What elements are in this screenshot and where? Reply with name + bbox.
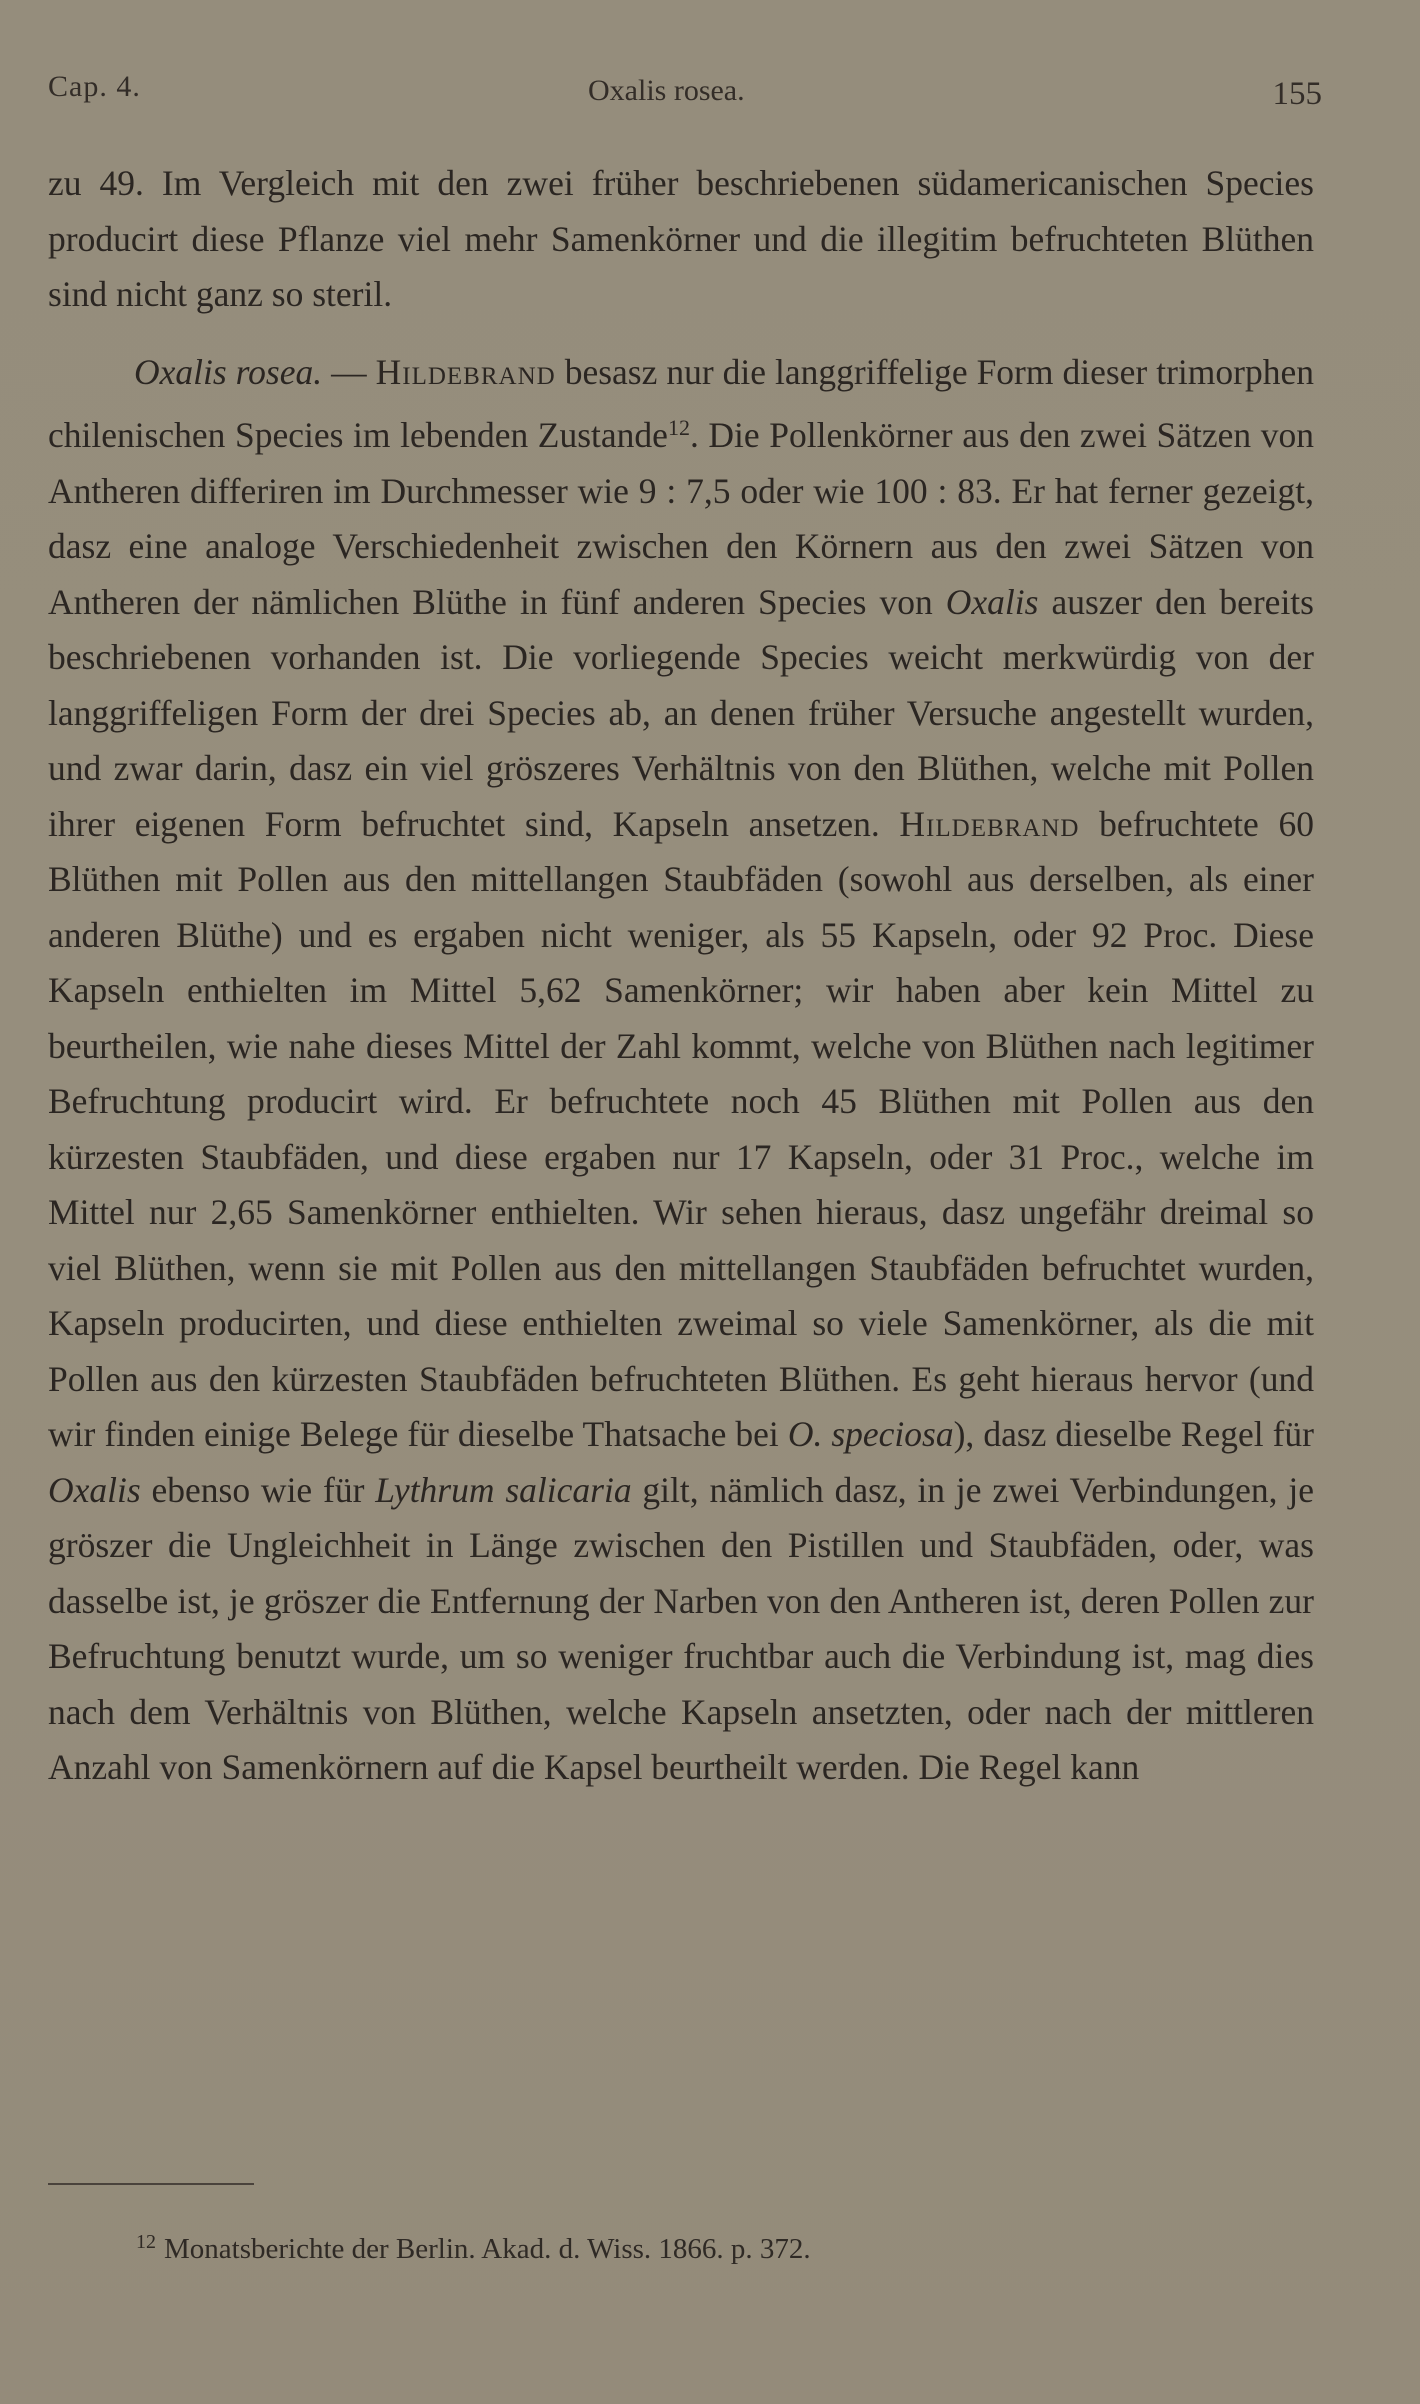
footnote-number: 12	[136, 2231, 156, 2253]
species-name: Lythrum salicaria	[375, 1469, 632, 1510]
text-run: ebenso wie für	[140, 1469, 376, 1510]
text-run: auszer den bereits beschriebenen vorhanden ist. Die vorliegende Species weicht merkwürdig von der langgriffeligen Form der drei Species ab, an denen früher Versuche angestellt wurden, und zwar darin, dasz ein viel gröszeres Verhältnis von den Blüthen, welche mit Pollen ihrer eigenen Form befruchtet sind, Kapseln ansetzen.	[48, 581, 1314, 844]
chapter-label: Cap. 4.	[48, 70, 141, 103]
text-run: gilt, nämlich dasz, in je zwei Verbindungen, je gröszer die Ungleichheit in Länge zwischen den Pistillen und Staubfäden, oder, was dasselbe ist, je gröszer die Entfernung der Narben von den Antheren ist, deren Pollen zur Befruchtung benutzt wurde, um so weniger fruchtbar auch die Verbindung ist, mag dies nach dem Verhältnis von Blüthen, welche Kapseln ansetzten, oder nach der mittleren Anzahl von Samenkörnern auf die Kapsel beurtheilt werden. Die Regel kann	[48, 1469, 1315, 1787]
footnote-reference[interactable]: 12	[667, 415, 690, 440]
footnote-text: Monatsberichte der Berlin. Akad. d. Wiss. 1866. p. 372.	[164, 2233, 811, 2265]
species-name: O. speciosa	[787, 1414, 954, 1454]
page-number: 155	[1272, 76, 1322, 112]
section-title: Oxalis rosea.	[134, 351, 323, 392]
paragraph-oxalis-rosea	[48, 345, 1314, 1796]
text-run: besasz nur die langgriffelige Form dieser trimorphen chilenischen Species im lebenden Zustande	[48, 351, 1314, 455]
text-run: befruchtete 60 Blüthen mit Pollen aus den mittellangen Staubfäden (sowohl aus derselben, als einer anderen Blüthe) und es ergaben nicht weniger, als 55 Kapseln, oder 92 Proc. Diese Kapseln enthielten im Mittel 5,62 Samenkörner; wir haben aber kein Mittel zu beurtheilen, wie nahe dieses Mittel der Zahl kommt, welche von Blüthen nach legitimer Befruchtung producirt wird. Er befruchtete noch 45 Blüthen mit Pollen aus den kürzesten Staubfäden, und diese ergaben nur 17 Kapseln, oder 31 Proc., welche im Mittel nur 2,65 Samenkörner enthielten. Wir sehen hieraus, dasz ungefähr dreimal so viel Blüthen, wenn sie mit Pollen aus den mittellangen Staubfäden befruchtet wurden, Kapseln producirten, und diese enthielten zweimal so viele Samenkörner, als die mit Pollen aus den kürzesten Staubfäden befruchteten Blüthen. Es geht hieraus hervor (und wir finden einige Belege für dieselbe Thatsache bei	[48, 803, 1314, 1454]
footnote-rule	[48, 2183, 254, 2185]
running-head	[48, 62, 1322, 122]
footnote	[136, 2231, 811, 2266]
text-run: . Die Pollenkörner aus den zwei Sätzen von Antheren differiren im Durchmesser wie 9 : 7,5 oder wie 100 : 83. Er hat ferner gezeigt, dasz eine analoge Verschiedenheit zwischen den Körnern aus den zwei Sätzen von Antheren der nämlichen Blüthe in fünf anderen Species von	[48, 415, 1314, 622]
genus-name: Oxalis	[945, 581, 1039, 622]
author-name: Hildebrand	[899, 803, 1080, 844]
dash: —	[322, 351, 376, 392]
body-text	[48, 156, 1314, 1796]
running-title: Oxalis rosea.	[588, 74, 745, 107]
genus-name: Oxalis	[48, 1469, 141, 1510]
paragraph-continuation: zu 49. Im Vergleich mit den zwei früher beschriebenen südamericanischen Species producirt diese Pflanze viel mehr Samenkörner und die illegitim befruchteten Blüthen sind nicht ganz so steril.	[48, 163, 1314, 314]
text-run: ), dasz dieselbe Regel für	[953, 1414, 1314, 1454]
author-name: Hildebrand	[375, 351, 556, 392]
